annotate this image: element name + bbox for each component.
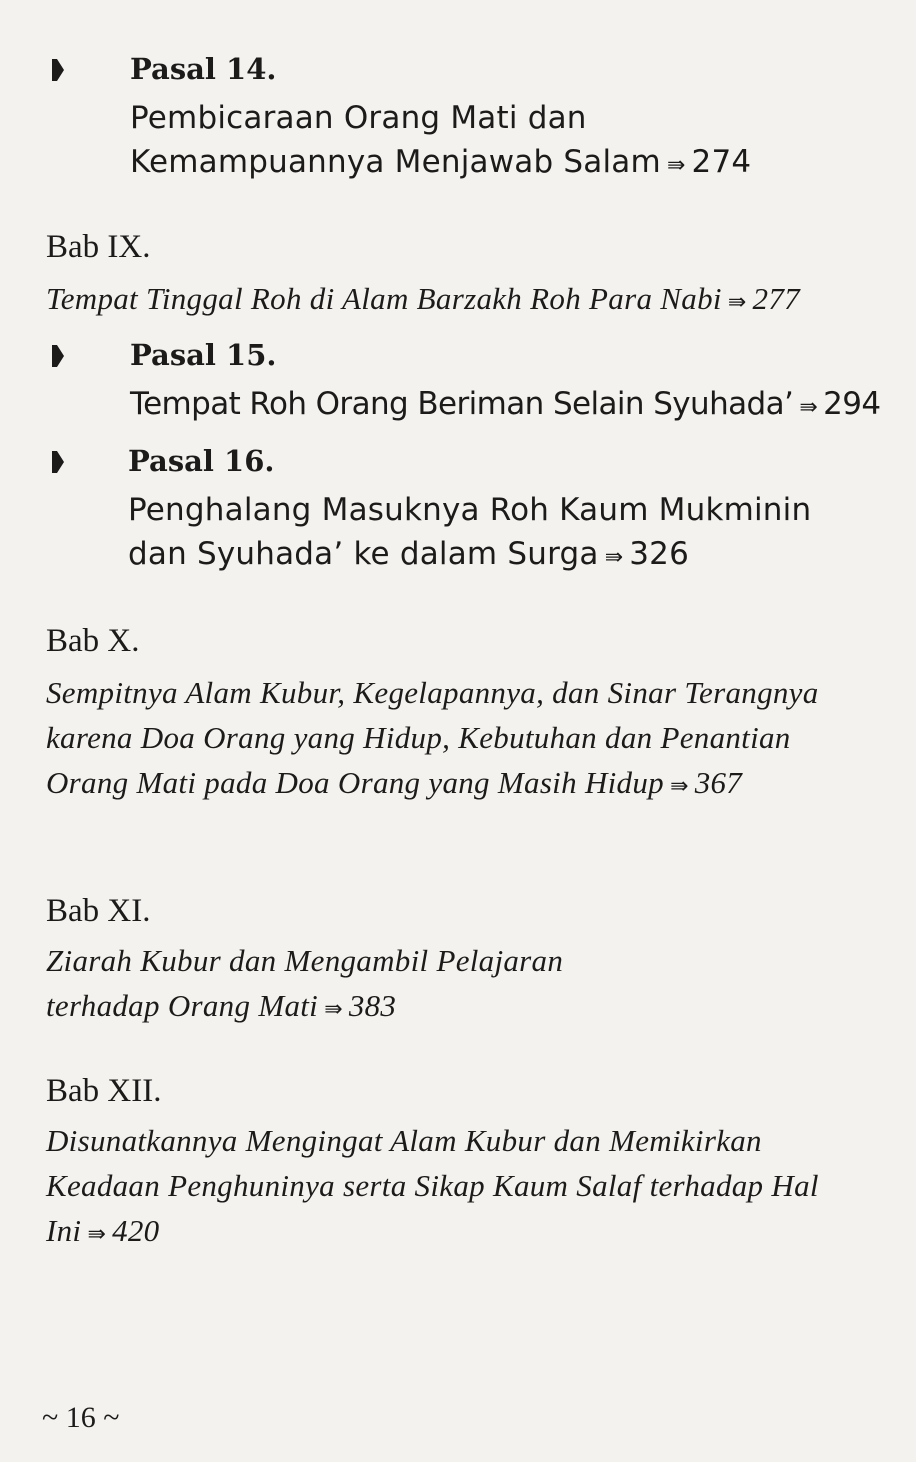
pasal-15-page: 294	[823, 386, 881, 422]
bab-xi-page: 383	[348, 988, 397, 1023]
bab-ix-title	[46, 276, 856, 325]
arrow-icon: ⇛	[87, 1222, 107, 1247]
pasal-16-heading: Pasal 16.	[128, 444, 275, 478]
page-number: ~ 16 ~	[42, 1401, 120, 1434]
pasal-14-page: 274	[691, 144, 752, 180]
bab-ix-title-text: Tempat Tinggal Roh di Alam Barzakh Roh Para Nabi	[46, 281, 722, 316]
pasal-15-title-text: Tempat Roh Orang Beriman Selain Syuhada’	[130, 386, 794, 422]
arrow-icon: ⇛	[799, 395, 818, 420]
bab-xii-title-text: Disunatkannya Mengingat Alam Kubur dan Memikirkan Keadaan Penghuninya serta Sikap Kaum Salaf terhadap Hal Ini	[46, 1123, 819, 1248]
pentagon-bullet-icon	[50, 451, 64, 473]
bab-ix-heading: Bab IX.	[46, 229, 151, 265]
arrow-icon: ⇛	[324, 997, 343, 1022]
arrow-icon: ⇛	[727, 290, 747, 315]
arrow-icon: ⇛	[669, 774, 689, 799]
pasal-16-title-text: Penghalang Masuknya Roh Kaum Mukminin dan Syuhada’ ke dalam Surga	[128, 492, 812, 572]
bab-x-title	[46, 670, 836, 809]
pentagon-bullet-icon	[50, 59, 64, 81]
pentagon-bullet-icon	[50, 345, 64, 367]
arrow-icon: ⇛	[666, 153, 686, 178]
bab-xii-title	[46, 1118, 846, 1257]
pasal-16-page: 326	[629, 536, 690, 572]
bab-xii-heading: Bab XII.	[46, 1073, 162, 1109]
pasal-15-title	[130, 382, 890, 430]
pasal-14-heading: Pasal 14.	[130, 52, 277, 86]
bab-xi-title-text: Ziarah Kubur dan Mengambil Pelajaran terhadap Orang Mati	[46, 943, 564, 1023]
arrow-icon: ⇛	[604, 545, 624, 570]
pasal-16-title	[128, 488, 828, 580]
bab-ix-page: 277	[752, 281, 800, 316]
bab-xi-title	[46, 938, 606, 1032]
bab-x-page: 367	[694, 765, 743, 800]
pasal-14-title-text: Pembicaraan Orang Mati dan Kemampuannya Menjawab Salam	[130, 100, 661, 180]
pasal-15-heading: Pasal 15.	[130, 338, 277, 372]
bab-xi-heading: Bab XI.	[46, 893, 151, 929]
bab-x-title-text: Sempitnya Alam Kubur, Kegelapannya, dan Sinar Terangnya karena Doa Orang yang Hidup, Kebutuhan dan Penantian Orang Mati pada Doa Orang yang Masih Hidup	[46, 675, 819, 800]
pasal-14-title	[130, 96, 850, 188]
bab-x-heading: Bab X.	[46, 623, 140, 659]
bab-xii-page: 420	[112, 1213, 160, 1248]
